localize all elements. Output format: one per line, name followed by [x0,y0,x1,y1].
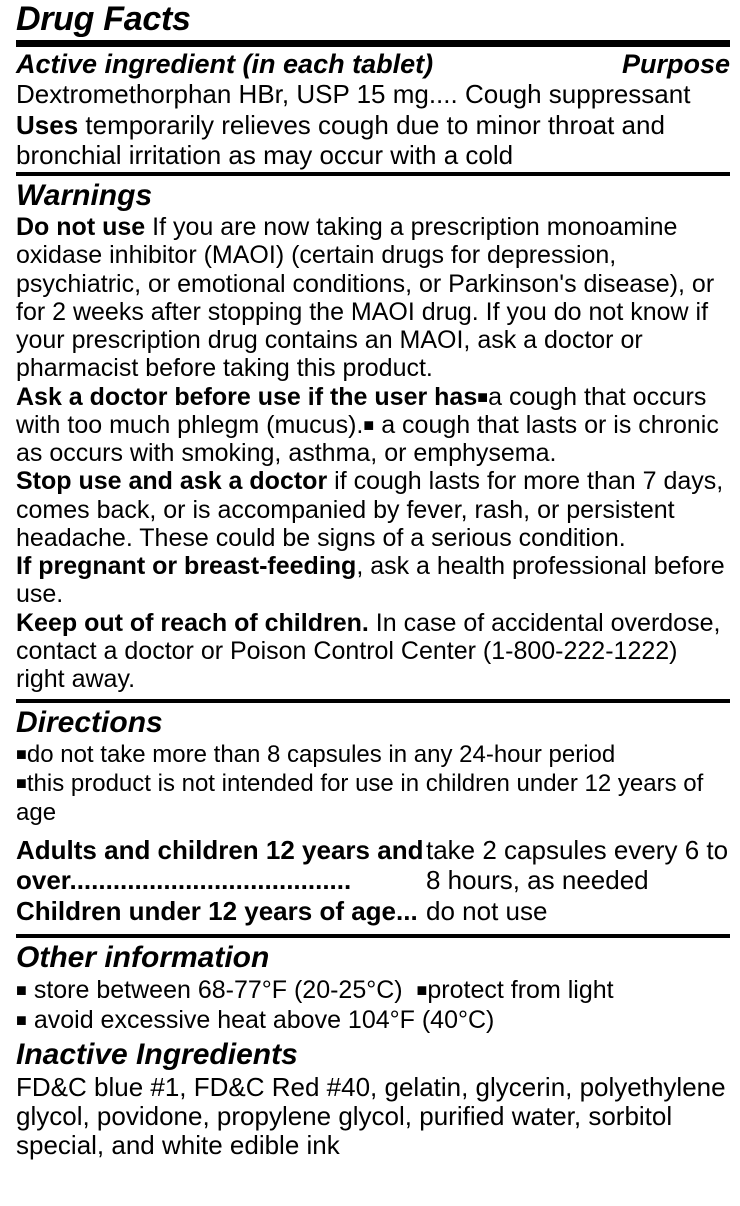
dose-row [16,896,730,926]
uses-text: temporarily relieves cough due to minor throat and bronchial irritation as may occur with a cold [16,110,665,170]
do-not-use-text: If you are now taking a prescription monoamine oxidase inhibitor (MAOI) (certain drugs for depression, psychiatric, or emotional conditions, or Parkinson's disease), or for 2 weeks after stopping the MAOI drug. If you do not know if your prescription drug contains an MAOI, ask a doctor or pharmacist before taking this product. [16,213,715,383]
ask-doctor-item-1: a cough that occurs with too much phlegm (mucus). [16,382,707,439]
active-ingredient-header [16,47,730,80]
square-bullet-icon: ■ [363,414,375,435]
square-bullet-icon: ■ [477,386,489,407]
dose-population: Adults and children 12 years and over....................................... [16,835,424,896]
dose-row [16,835,730,895]
leader-dots: .... [428,79,458,110]
square-bullet-icon: ■ [16,772,27,793]
directions-bullet-1-text: do not take more than 8 capsules in any 24-hour period [26,740,616,768]
stop-use-paragraph [16,467,730,552]
other-info-item-1: store between 68-77°F (20-25°C) [33,976,403,1005]
other-info-line-2 [16,1005,730,1035]
do-not-use-label: Do not use [16,213,146,242]
square-bullet-icon: ■ [16,743,27,764]
square-bullet-icon: ■ [16,1010,27,1031]
keep-out-label: Keep out of reach of children. [16,608,369,637]
dose-amount: take 2 capsules every 6 to 8 hours, as needed [426,835,729,896]
uses-label: Uses [16,110,79,141]
other-info-item-3: avoid excessive heat above 104°F (40°C) [33,1006,495,1035]
square-bullet-icon: ■ [416,980,428,1001]
dose-amount: do not use [426,895,548,926]
warnings-heading: Warnings [16,178,153,212]
other-info-item-2: protect from light [427,976,614,1005]
pregnant-label: If pregnant or breast-feeding [16,552,357,581]
purpose-value: Cough suppressant [464,79,691,110]
ask-doctor-label: Ask a doctor before use if the user has [16,382,478,411]
other-info-line-1 [16,975,730,1005]
pregnant-paragraph [16,552,730,609]
divider-title [16,40,730,47]
directions-heading: Directions [16,706,163,740]
active-ingredient-value: Dextromethorphan HBr, USP 15 mg [16,79,429,110]
other-information-heading: Other information [16,940,270,974]
keep-out-text: In case of accidental overdose, contact a doctor or Poison Control Center (1-800-222-1222) right away. [16,608,721,694]
inactive-ingredients-heading: Inactive Ingredients [16,1038,298,1072]
do-not-use-paragraph [16,213,730,383]
keep-out-paragraph [16,609,730,694]
directions-bullet-2-text: this product is not intended for use in children under 12 years of age [16,769,704,826]
pregnant-text: , ask a health professional before use. [16,552,725,609]
directions-bullet-1 [16,741,730,770]
active-ingredient-line [16,80,730,111]
dose-population: Children under 12 years of age... [16,895,418,926]
square-bullet-icon: ■ [16,980,27,1001]
active-ingredient-heading: Active ingredient (in each tablet) [16,49,434,79]
stop-use-text: if cough lasts for more than 7 days, comes back, or is accompanied by fever, rash, or persistent headache. These could be signs of a serious condition. [16,467,724,552]
ask-doctor-item-2: a cough that lasts or is chronic as occurs with smoking, asthma, or emphysema. [16,410,719,468]
purpose-heading: Purpose [621,49,730,79]
inactive-ingredients-text: FD&C blue #1, FD&C Red #40, gelatin, glycerin, polyethylene glycol, povidone, propylene glycol, purified water, sorbitol special, and white edible ink [16,1071,726,1160]
page-title: Drug Facts [16,0,191,38]
uses-section [16,111,730,171]
directions-bullet-2 [16,770,730,828]
stop-use-label: Stop use and ask a doctor [16,467,328,496]
ask-doctor-paragraph [16,383,730,468]
